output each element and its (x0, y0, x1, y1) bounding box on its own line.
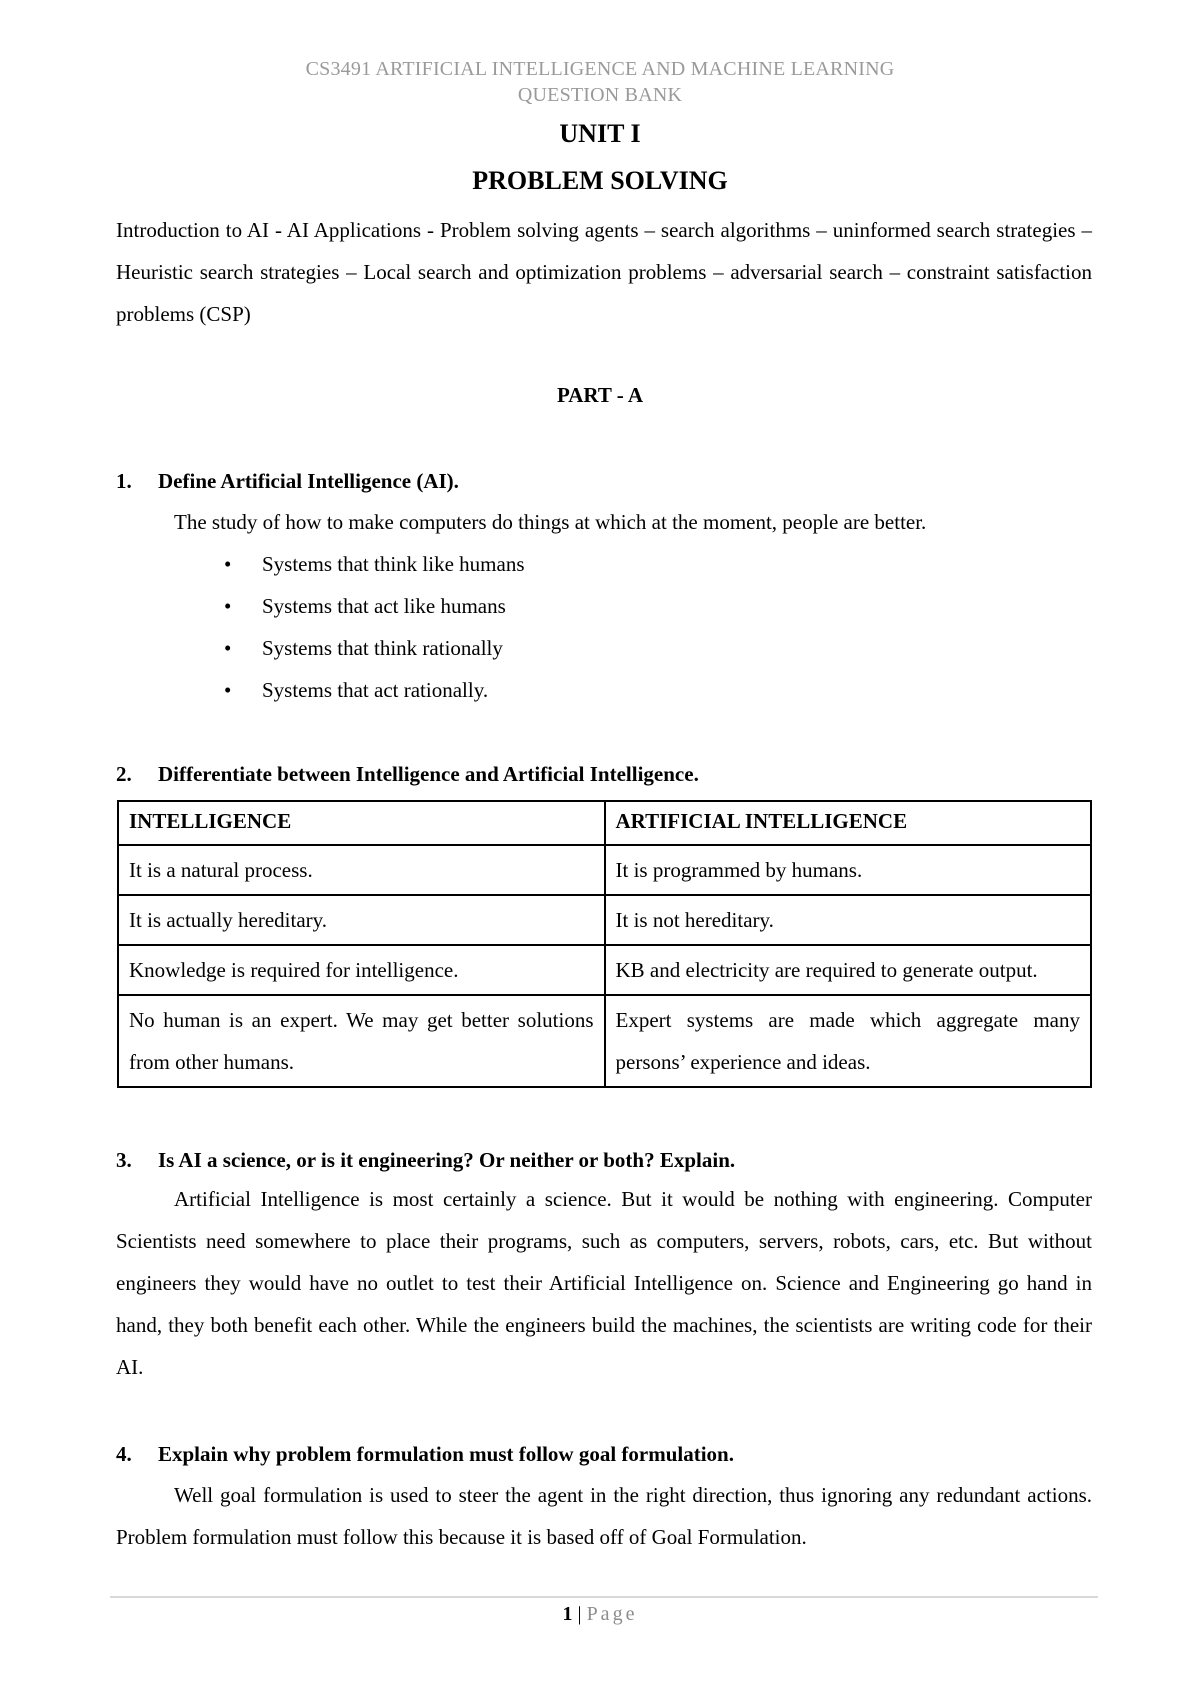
table-row (118, 945, 1091, 995)
page-footer (0, 1603, 1200, 1626)
table-row (118, 895, 1091, 945)
part-heading: PART - A (557, 383, 643, 407)
question-number: 4. (116, 1442, 132, 1466)
table-cell: It is actually hereditary. (118, 895, 605, 945)
question-text: Explain why problem formulation must follow goal formulation. (158, 1442, 734, 1466)
bullet-icon: • (224, 678, 232, 702)
footer-divider (110, 1596, 1098, 1598)
page-label: Page (586, 1603, 638, 1625)
question-text: Is AI a science, or is it engineering? Or neither or both? Explain. (158, 1148, 736, 1172)
question-3-title (116, 1148, 1096, 1173)
list-item-text: Systems that act rationally. (262, 678, 489, 702)
list-item-text: Systems that think like humans (262, 552, 525, 576)
question-text: Define Artificial Intelligence (AI). (158, 469, 459, 493)
page-number: 1 (562, 1603, 573, 1625)
table-cell: KB and electricity are required to generate output. (605, 945, 1092, 995)
header-course-title: CS3491 ARTIFICIAL INTELLIGENCE AND MACHINE LEARNING (305, 58, 895, 80)
unit-heading: UNIT I (559, 119, 641, 148)
column-header-artificial-intelligence: ARTIFICIAL INTELLIGENCE (605, 801, 1092, 845)
bullet-icon: • (224, 594, 232, 618)
column-header-intelligence: INTELLIGENCE (118, 801, 605, 845)
header-question-bank: QUESTION BANK (517, 84, 683, 106)
question-number: 2. (116, 762, 132, 786)
bullet-icon: • (224, 552, 232, 576)
table-cell: It is programmed by humans. (605, 845, 1092, 895)
table-cell: No human is an expert. We may get better solutions from other humans. (118, 995, 605, 1087)
question-1-title (116, 469, 1096, 494)
table-cell: Expert systems are made which aggregate many persons’ experience and ideas. (605, 995, 1092, 1087)
table-row (118, 995, 1091, 1087)
comparison-table (117, 800, 1092, 1088)
question-4-title (116, 1442, 1096, 1467)
list-item-text: Systems that think rationally (262, 636, 503, 660)
question-2-title (116, 762, 1096, 787)
question-number: 3. (116, 1148, 132, 1172)
question-4-answer: Well goal formulation is used to steer the agent in the right direction, thus ignoring any redundant actions. Problem formulation must follow this because it is based off of Goal Formulation. (116, 1483, 1092, 1549)
question-text: Differentiate between Intelligence and Artificial Intelligence. (158, 762, 699, 786)
question-1-answer: The study of how to make computers do things at which at the moment, people are better. (174, 510, 927, 534)
table-row (118, 845, 1091, 895)
table-cell: It is not hereditary. (605, 895, 1092, 945)
footer-separator: | (577, 1603, 582, 1625)
list-item-text: Systems that act like humans (262, 594, 506, 618)
syllabus-paragraph: Introduction to AI - AI Applications - Problem solving agents – search algorithms – uninformed search strategies – Heuristic search strategies – Local search and optimization problems – adversarial search – constraint satisfaction problems (CSP) (116, 218, 1092, 326)
question-number: 1. (116, 469, 132, 493)
table-cell: It is a natural process. (118, 845, 605, 895)
topic-heading: PROBLEM SOLVING (472, 166, 728, 195)
table-cell: Knowledge is required for intelligence. (118, 945, 605, 995)
table-header-row (118, 801, 1091, 845)
question-3-answer: Artificial Intelligence is most certainly a science. But it would be nothing with engineering. Computer Scientists need somewhere to place their programs, such as computers, servers, robots, cars, etc. But without engineers they would have no outlet to test their Artificial Intelligence on. Science and Engineering go hand in hand, they both benefit each other. While the engineers build the machines, the scientists are writing code for their AI. (116, 1187, 1092, 1379)
bullet-icon: • (224, 636, 232, 660)
